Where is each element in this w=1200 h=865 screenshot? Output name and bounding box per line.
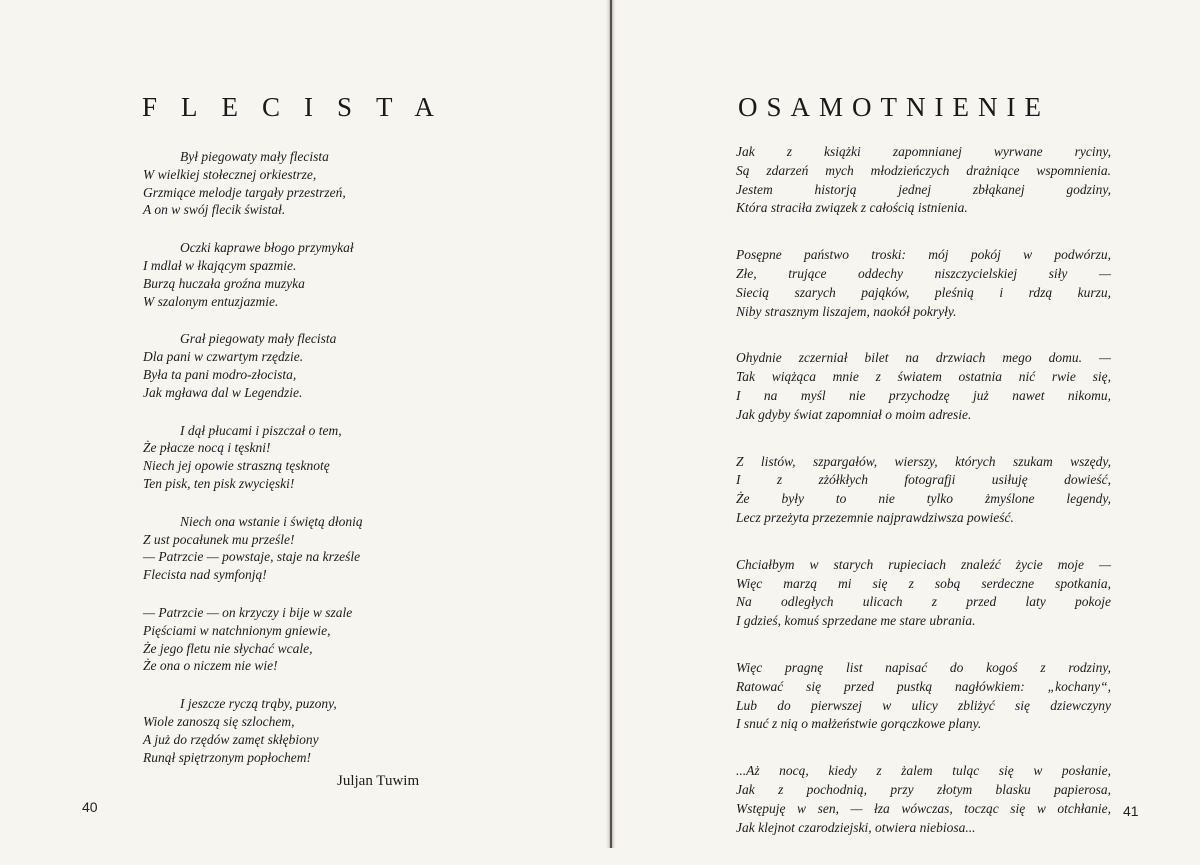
poem-line: Oczki kaprawe błogo przymykał	[180, 240, 354, 256]
poem-line: Niech jej opowie straszną tęsknotę	[143, 458, 330, 474]
stanza	[143, 604, 443, 675]
poem-line: Grzmiące melodje targały przestrzeń,	[143, 184, 346, 200]
stanza	[143, 148, 443, 219]
poem-line: I jeszcze ryczą trąby, puzony,	[180, 696, 337, 712]
poem-line: Lecz przeżyta przezemnie najprawdziwsza powieść.	[736, 509, 1014, 525]
poem-line: Ten pisk, ten pisk zwycięski!	[143, 475, 295, 491]
poem-line: Siecią szarych pająków, pleśnią i rdzą kurzu,	[736, 284, 1111, 300]
poem-line: ...Aż nocą, kiedy z żalem tuląc się w posłanie,	[736, 763, 1111, 779]
poem-line: Jak z pochodnią, przy złotym blasku papierosa,	[736, 781, 1111, 797]
poem-line: A już do rzędów zamęt skłębiony	[143, 731, 319, 747]
poem-line: Są zdarzeń mych młodzieńczych drażniące wspomnienia.	[736, 162, 1111, 178]
poem-line: Runął spiętrzonym popłochem!	[143, 749, 311, 765]
poem-line: Tak wiążąca mnie z światem ostatnia nić rwie się,	[736, 369, 1111, 385]
stanza	[143, 422, 443, 493]
poem-line: Była ta pani modro-złocista,	[143, 366, 297, 382]
poem-line: Że były to nie tylko żmyślone legendy,	[736, 491, 1111, 507]
poem-osamotnienie	[736, 143, 1111, 865]
poem-line: I mdlał w łkającym spazmie.	[143, 257, 297, 273]
poem-line: Że płacze nocą i tęskni!	[143, 440, 271, 456]
left-page	[0, 0, 608, 848]
poem-line: I gdzieś, komuś sprzedane me stare ubrania.	[736, 613, 976, 629]
poem-line: Więc pragnę list napisać do kogoś z rodziny,	[736, 659, 1111, 675]
stanza	[736, 246, 1111, 321]
stanza	[143, 330, 443, 401]
poem-line: Lub do pierwszej w ulicy zbliżyć się dziewczyny	[736, 697, 1111, 713]
stanza	[736, 143, 1111, 218]
poem-line: Jestem historją jednej zbłąkanej godziny,	[736, 181, 1111, 197]
stanza	[736, 349, 1111, 424]
poem-line: Niech ona wstanie i świętą dłonią	[180, 513, 363, 529]
poem-line: I snuć z nią o małżeństwie gorączkowe plany.	[736, 716, 982, 732]
poem-line: A on w swój flecik świstał.	[143, 202, 286, 218]
poem-line: Jak mgława dal w Legendzie.	[143, 384, 303, 400]
poem-line: W szalonym entuzjazmie.	[143, 293, 279, 309]
poem-line: Złe, trujące oddechy niszczycielskiej siły —	[736, 265, 1111, 281]
poem-line: — Patrzcie — powstaje, staje na krześle	[143, 549, 361, 565]
poem-line: Chciałbym w starych rupieciach znaleźć życie moje —	[736, 556, 1111, 572]
book-gutter	[606, 0, 616, 848]
stanza	[143, 513, 443, 584]
poem-line: Grał piegowaty mały flecista	[180, 331, 337, 347]
stanza	[736, 556, 1111, 631]
poem-line: Z listów, szpargałów, wierszy, których szukam wszędy,	[736, 453, 1111, 469]
poem-line: Więc marzą mi się z sobą serdeczne spotkania,	[736, 575, 1111, 591]
poem-line: I dął płucami i piszczał o tem,	[180, 422, 342, 438]
poem-line: Że jego fletu nie słychać wcale,	[143, 640, 313, 656]
poem-line: Niby strasznym liszajem, naokół pokryły.	[736, 303, 957, 319]
poem-flecista	[143, 148, 443, 786]
poem-line: Która straciła związek z całością istnienia.	[736, 200, 968, 216]
poem-line: Flecista nad symfonją!	[143, 567, 267, 583]
poem-line: Ohydnie zczerniał bilet na drzwiach mego domu. —	[736, 350, 1111, 366]
poem-line: Burzą huczała groźna muzyka	[143, 275, 305, 291]
stanza	[736, 762, 1111, 837]
poem-line: Wstępuję w sen, — łza wówczas, tocząc się w otchłanie,	[736, 800, 1111, 816]
poem-line: Ratować się przed pustką nagłówkiem: „kochany“,	[736, 678, 1111, 694]
page-number-left: 40	[82, 799, 98, 815]
poem-line: W wielkiej stołecznej orkiestrze,	[143, 166, 317, 182]
poem-line: Dla pani w czwartym rzędzie.	[143, 349, 304, 365]
poem-line: — Patrzcie — on krzyczy i bije w szale	[143, 604, 353, 620]
stanza	[143, 239, 443, 310]
poem-line: Wiole zanoszą się szlochem,	[143, 713, 295, 729]
poem-line: Posępne państwo troski: mój pokój w podwórzu,	[736, 247, 1111, 263]
poem-title-osamotnienie: OSAMOTNIENIE	[738, 92, 1050, 122]
stanza	[736, 659, 1111, 734]
poem-line: I na myśl nie przychodzę już nawet nikomu,	[736, 387, 1111, 403]
poem-title-flecista: FLECISTA	[142, 92, 458, 122]
poem-line: Że ona o niczem nie wie!	[143, 658, 278, 674]
poem-line: Jak z książki zapomnianej wyrwane ryciny,	[736, 144, 1111, 159]
stanza	[736, 453, 1111, 528]
author-signature: Juljan Tuwim	[337, 773, 420, 789]
poem-line: Z ust pocałunek mu prześle!	[143, 531, 295, 547]
poem-line: Jak klejnot czarodziejski, otwiera niebiosa...	[736, 819, 976, 835]
poem-line: Pięściami w natchnionym gniewie,	[143, 622, 331, 638]
poem-line: Jak gdyby świat zapomniał o moim adresie.	[736, 406, 972, 422]
stanza	[143, 695, 443, 766]
poem-line: I z zżółkłych fotografji usiłuję dowieść,	[736, 472, 1111, 488]
poem-line: Był piegowaty mały flecista	[180, 149, 329, 164]
page-number-right: 41	[1123, 803, 1139, 819]
poem-line: Na odległych ulicach z przed laty pokoje	[736, 594, 1111, 610]
